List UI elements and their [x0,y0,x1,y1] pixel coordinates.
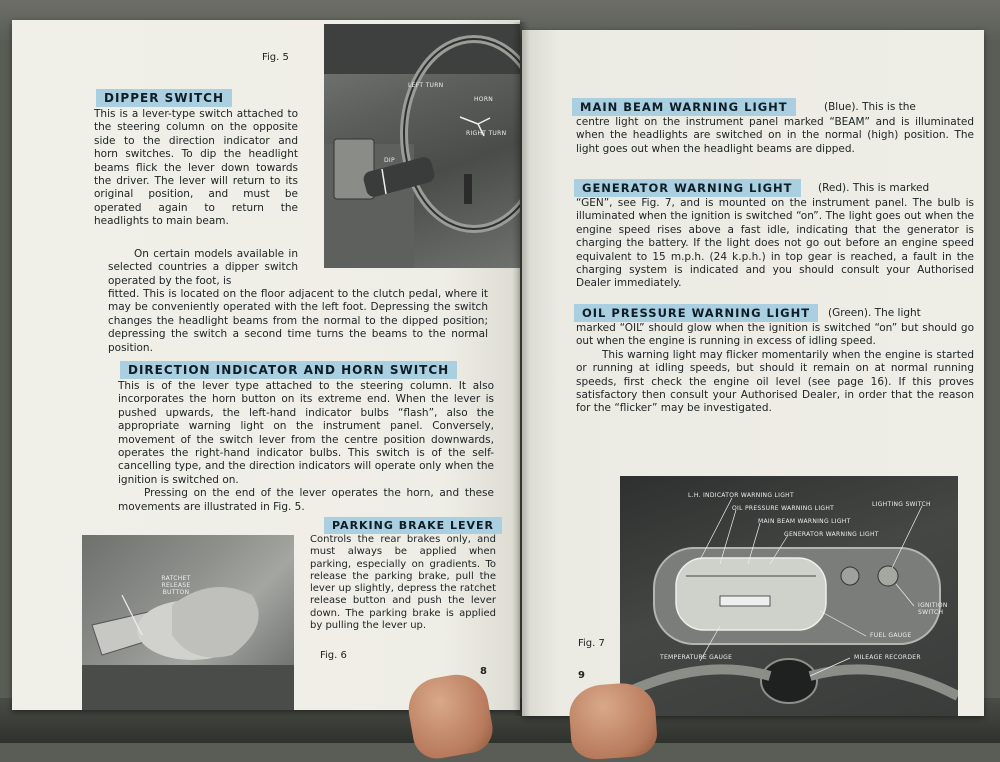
main-beam-heading: MAIN BEAM WARNING LIGHT [572,98,796,116]
direction-indicator-heading: DIRECTION INDICATOR AND HORN SWITCH [120,361,457,379]
dipper-switch-heading: DIPPER SWITCH [96,89,232,107]
oil-pressure-text [576,322,974,416]
fig6-parking-brake-photo [82,535,294,710]
fig7-label: Fig. 7 [578,638,605,649]
dipper-switch-text [94,108,298,229]
fig6-label: Fig. 6 [320,650,347,661]
parking-brake-text [310,534,496,632]
instrument-panel-icon [620,476,958,716]
ignition-switch-label: IGNITION SWITCH [918,602,948,616]
fig7-instrument-panel-photo [620,476,958,716]
main-beam-intro: (Blue). This is the [824,101,916,113]
lighting-switch-label: LIGHTING SWITCH [872,501,931,508]
oil-pressure-label: OIL PRESSURE WARNING LIGHT [732,505,835,512]
oil-body: marked “OIL” should glow when the ignition is switched “on” but should go out when the engine is running in excess of idling speed. [576,322,974,348]
direction-indicator-text [118,380,494,514]
main-beam-label: MAIN BEAM WARNING LIGHT [758,518,851,525]
parking-paragraph-1: Controls the rear brakes only, and must always be applied when parking, especially on gradients. To release the parking brake, pull the lever up slightly, depress the ratchet release button and push the lever down. The parking brake is applied by pulling the lever up. [310,534,496,632]
generator-body: “GEN”, see Fig. 7, and is mounted on the instrument panel. The bulb is illuminated when the ignition is switched “on”. The light goes out when the engine speed rises above a fast idle, indicating that the generator is charging the battery. If the light does not go out before an engine speed equivalent to 15 m.p.h. (24 k.p.h.) in top gear is reached, a fault in the charging system is indicated and you should consult your Authorised Dealer immediately. [576,197,974,290]
fig5-steering-photo [324,24,520,268]
generator-label: GENERATOR WARNING LIGHT [784,531,879,538]
parking-brake-icon [82,535,294,710]
right-page [522,30,984,716]
main-beam-body: centre light on the instrument panel marked “BEAM” and is illuminated when the headlights are switched on in the normal (high) position. The light goes out when the headlight beams are dipped. [576,116,974,155]
mileage-recorder-label: MILEAGE RECORDER [854,654,921,661]
steering-wheel-icon [324,24,520,268]
dipper-paragraph-2b: fitted. This is located on the floor adjacent to the clutch pedal, where it may be conveniently operated with the left foot. Depressing the switch changes the headlight beams from the normal to the dipped position; depressing the switch a second time turns the beams to the normal position. [108,288,488,354]
dipper-paragraph-2a: On certain models available in selected countries a dipper switch operated by the foot, is [108,248,298,287]
horn-label: HORN [474,96,494,103]
fig5-label: Fig. 5 [262,52,289,63]
left-turn-label: LEFT TURN [408,82,444,89]
ratchet-release-label: RATCHET RELEASE BUTTON [161,575,191,596]
direction-paragraph-2: Pressing on the end of the lever operates the horn, and these movements are illustrated in Fig. 5. [118,487,494,513]
parking-brake-heading: PARKING BRAKE LEVER [324,517,502,534]
main-beam-text [576,116,974,156]
book-gutter [512,22,530,716]
dipper-paragraph-2a-block [108,248,298,288]
right-turn-label: RIGHT TURN [466,130,507,137]
page-number-9: 9 [578,670,585,681]
generator-intro: (Red). This is marked [818,182,930,194]
page-number-8: 8 [480,666,487,677]
oil-paragraph-2: This warning light may flicker momentarily when the engine is started or running at idling speeds, but should it remain on at normal running speeds, first check the engine oil level (see page 16). If this proves satisfactory then consult your Authorised Dealer, in order that the reason for the “flicker” may be investigated. [576,348,974,415]
direction-paragraph-1: This is of the lever type attached to the steering column. It also incorporates the horn button on its extreme end. When the lever is pushed upwards, the left-hand indicator bulbs “flash”, also the appropriate warning light on the instrument panel. Conversely, movement of the switch lever from the centre position downwards, operates the right-hand indicator bulbs. This switch is of the self-cancelling type, and the direction indicators will operate only when the ignition is switched on. [118,380,494,486]
left-page [12,20,520,710]
oil-pressure-intro: (Green). The light [828,307,921,319]
dipper-paragraph-2b-block [108,288,488,355]
generator-text [576,197,974,291]
dipper-paragraph-1: This is a lever-type switch attached to the steering column on the opposite side to the direction indicator and horn switches. To dip the headlight beams flick the lever down towards the driver. The lever will return to its original position, and must be operated again to return the headlights to main beam. [94,108,298,228]
temperature-gauge-label: TEMPERATURE GAUGE [660,654,733,661]
lh-indicator-label: L.H. INDICATOR WARNING LIGHT [688,492,794,499]
dip-label: DIP [384,157,395,164]
oil-pressure-heading: OIL PRESSURE WARNING LIGHT [574,304,818,322]
generator-heading: GENERATOR WARNING LIGHT [574,179,801,197]
right-thumb [568,681,659,761]
fuel-gauge-label: FUEL GAUGE [870,632,912,639]
